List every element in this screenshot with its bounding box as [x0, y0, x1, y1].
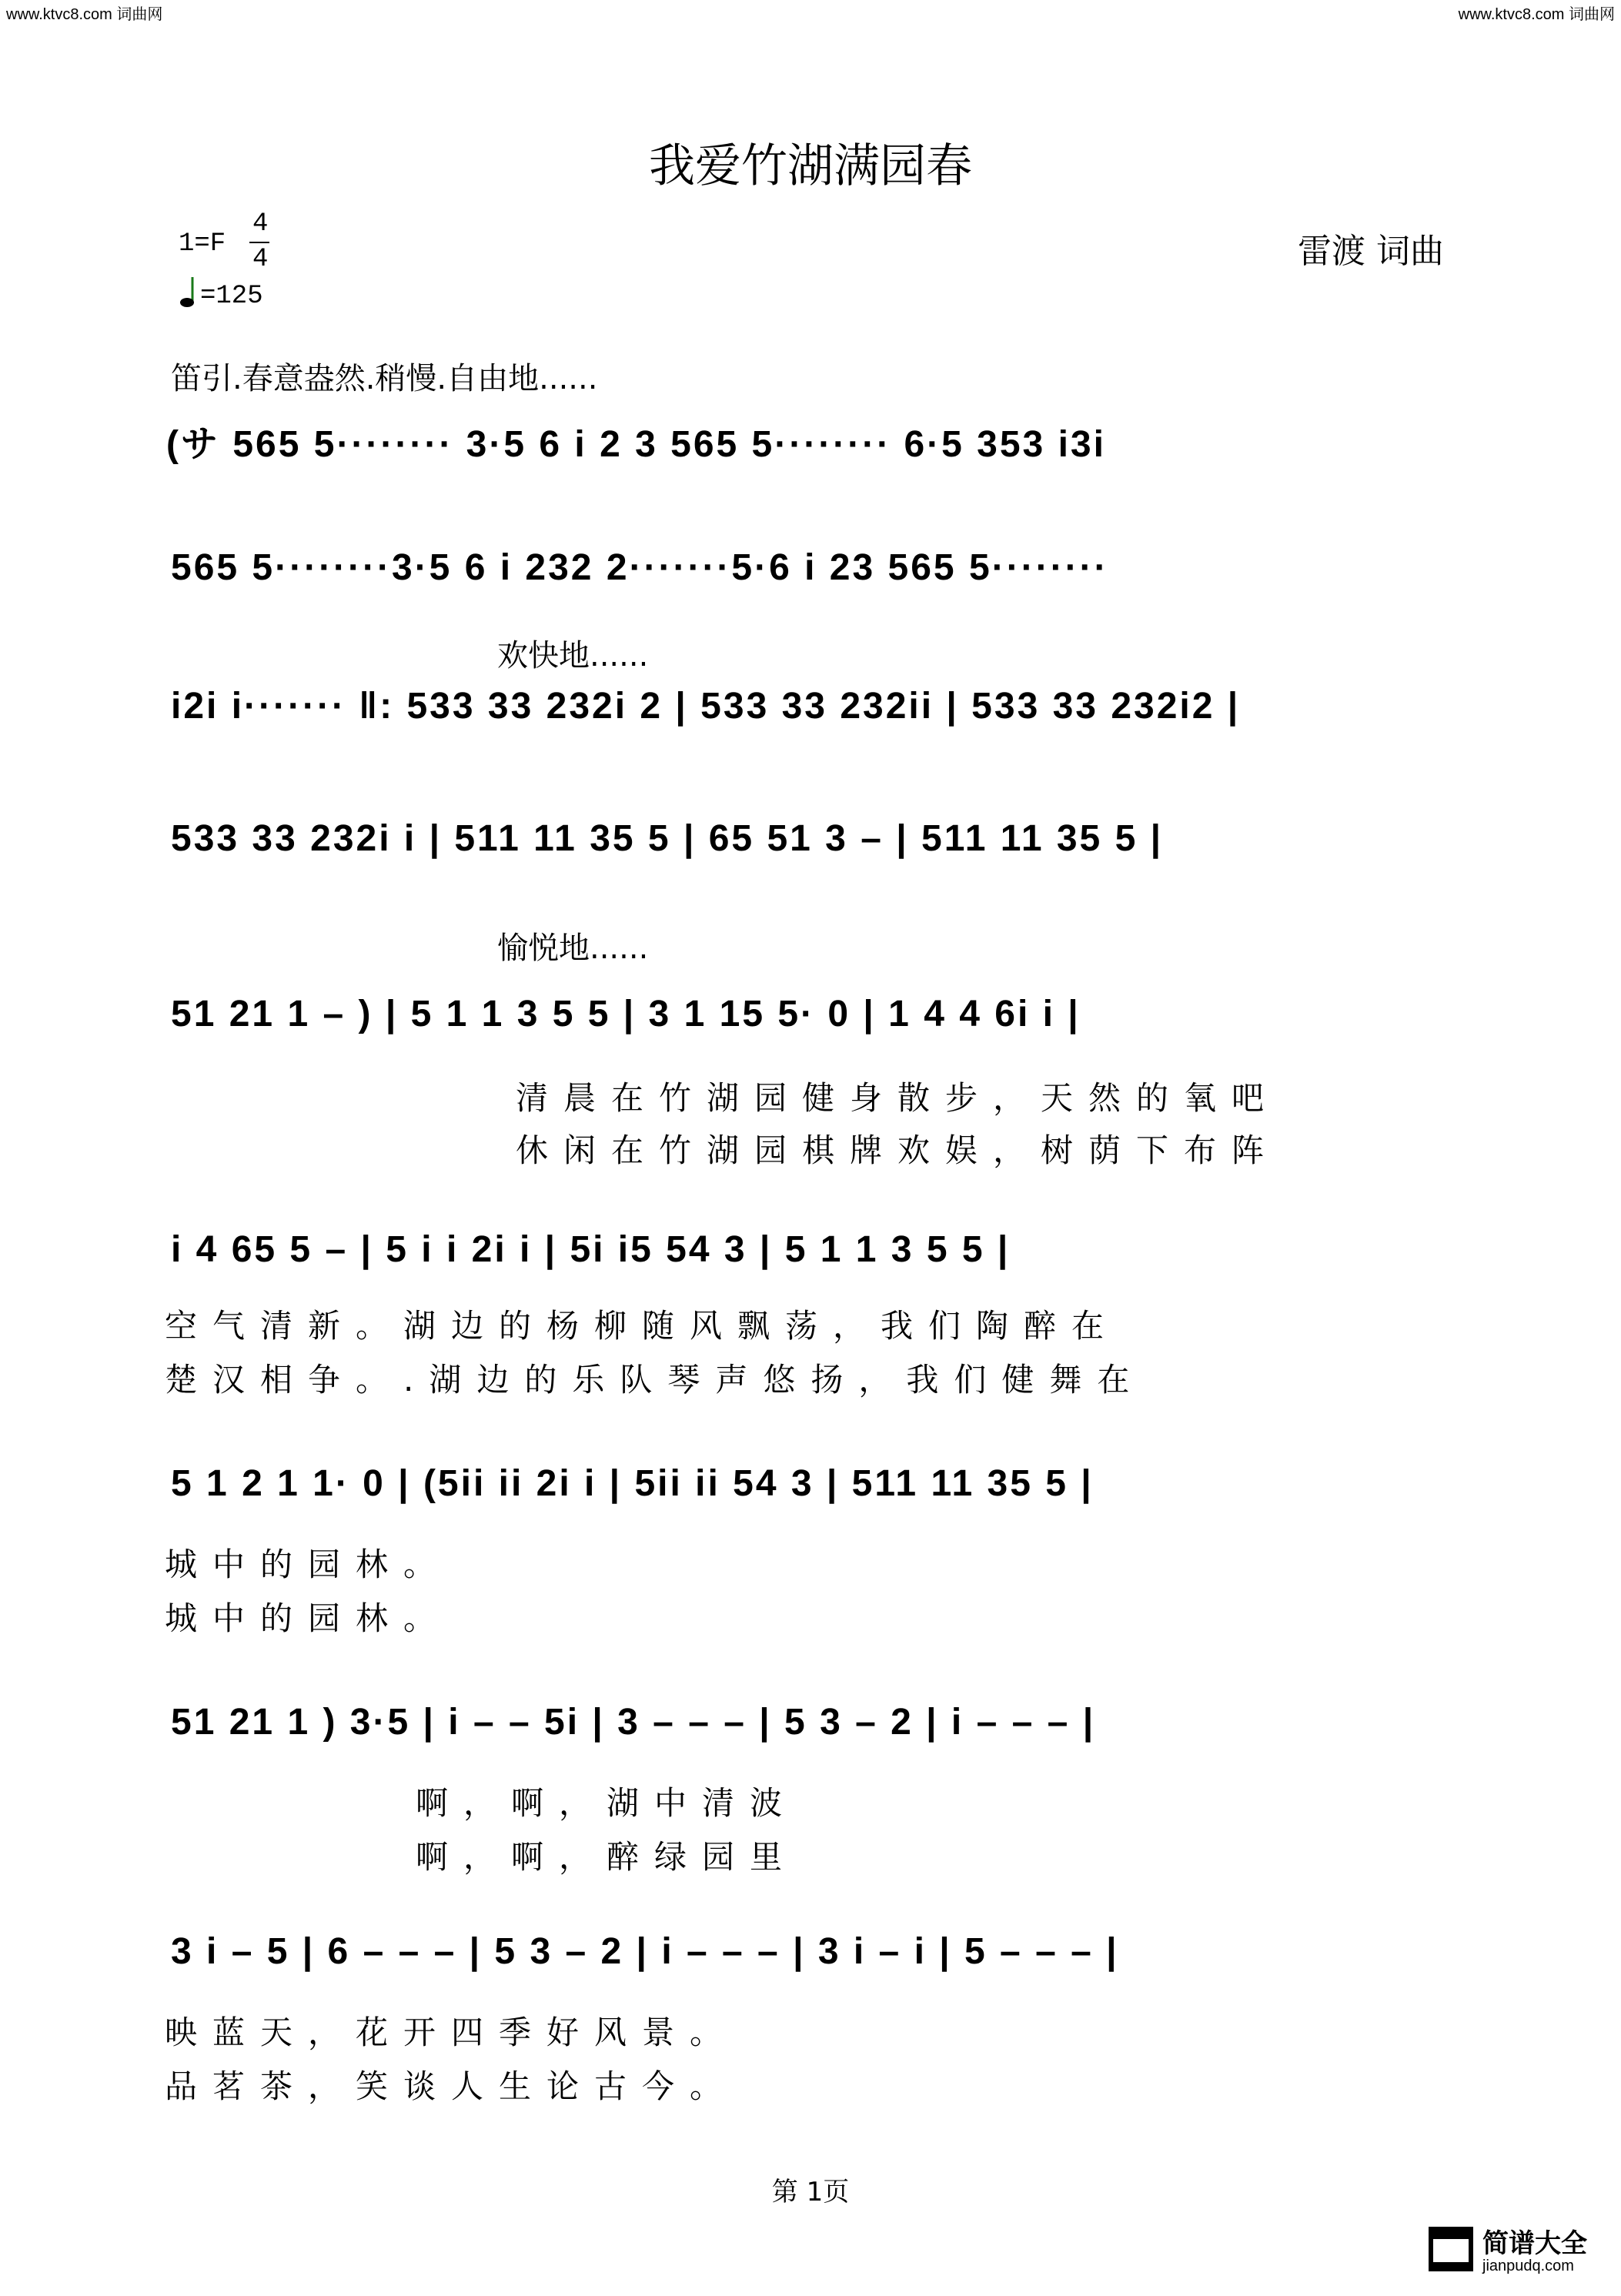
lyric-line-6-verse-1: 空气清新。湖边的杨柳随风飘荡，我们陶醉在 — [165, 1307, 1120, 1345]
lyric-line-8-verse-1: 啊，啊，湖中清波 — [416, 1784, 798, 1822]
piano-keys-icon — [1429, 2227, 1473, 2271]
lyric-line-7-verse-1: 城中的园林。 — [165, 1546, 452, 1583]
staff-line-3: i2i i······· ‖: 533 33 232i 2 | 533 33 232ii | 533 33 232i2 | — [171, 686, 1241, 727]
watermark-url: jianpudq.com — [1482, 2258, 1574, 2274]
tempo-marking: =125 — [200, 282, 263, 311]
lyric-line-7-verse-2: 城中的园林。 — [165, 1599, 452, 1637]
staff-line-9: 3 i – 5 | 6 – – – | 5 3 – 2 | i – – – | 3 i – i | 5 – – – | — [171, 1931, 1119, 1972]
staff-line-7: 5 1 2 1 1· 0 | (5ii ii 2i i | 5ii ii 54 3 | 511 11 35 5 | — [171, 1463, 1094, 1504]
lyric-line-9-verse-2: 品茗茶，笑谈人生论古今。 — [165, 2067, 738, 2105]
time-sig-line — [249, 242, 269, 243]
lyric-line-5-verse-1: 清晨在竹湖园健身散步，天然的氧吧 — [516, 1079, 1280, 1117]
staff-line-6: i 4 65 5 – | 5 i i 2i i | 5i i5 54 3 | 5 1 1 3 5 5 | — [171, 1229, 1011, 1270]
lyric-line-6-verse-2: 楚汉相争。.湖边的乐队琴声悠扬，我们健舞在 — [165, 1361, 1145, 1399]
watermark-logo — [1429, 2219, 1606, 2281]
staff-line-8: 51 21 1 ) 3·5 | i – – 5i | 3 – – – | 5 3 – 2 | i – – – | — [171, 1702, 1096, 1743]
watermark-brand: 简谱大全 — [1482, 2228, 1587, 2259]
time-sig-top: 4 — [252, 209, 269, 239]
quarter-note-icon — [179, 276, 197, 308]
joyful-direction: 愉悦地...... — [497, 931, 649, 966]
lyric-line-9-verse-1: 映蓝天，花开四季好风景。 — [165, 2014, 738, 2051]
staff-line-5: 51 21 1 – ) | 5 1 1 3 5 5 | 3 1 15 5· 0 | 1 4 4 6i i | — [171, 994, 1081, 1034]
key-signature: 1=F — [179, 229, 226, 259]
page-number: 第 1页 — [771, 2177, 850, 2207]
lively-direction: 欢快地...... — [497, 638, 649, 673]
time-sig-bottom: 4 — [252, 245, 269, 274]
staff-line-2: 565 5········3·5 6 i 232 2·······5·6 i 23 565 5········ — [171, 547, 1109, 588]
header-right: www.ktvc8.com 词曲网 — [1458, 6, 1615, 23]
staff-line-1: (サ 565 5········ 3·5 6 i 2 3 565 5········ 6·5 353 i3i — [166, 424, 1106, 465]
composer-credit: 雷渡 词曲 — [1298, 232, 1444, 271]
song-title: 我爱竹湖满园春 — [649, 139, 972, 193]
intro-direction: 笛引.春意盎然.稍慢.自由地...... — [171, 361, 598, 396]
lyric-line-8-verse-2: 啊，啊，醉绿园里 — [416, 1838, 798, 1876]
staff-line-4: 533 33 232i i | 511 11 35 5 | 65 51 3 – | 511 11 35 5 | — [171, 818, 1164, 859]
lyric-line-5-verse-2: 休闲在竹湖园棋牌欢娱，树荫下布阵 — [516, 1131, 1280, 1169]
header-left: www.ktvc8.com 词曲网 — [6, 6, 163, 23]
